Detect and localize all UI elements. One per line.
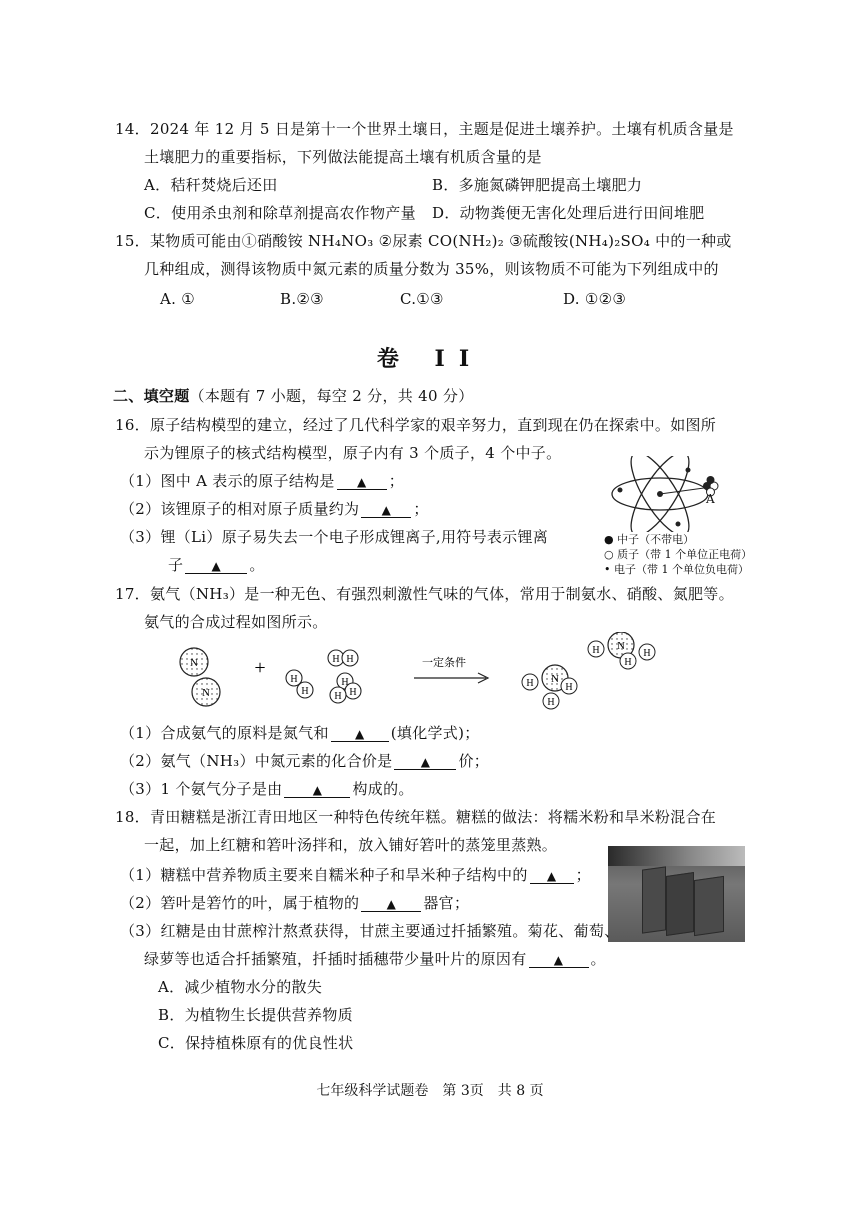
answer-blank[interactable]: ▲	[361, 503, 411, 518]
q15-stem-line2: 几种组成，测得该物质中氮元素的质量分数为 35%，则该物质不可能为下列组成中的	[144, 260, 719, 278]
q17-sub1-end: (填化学式)；	[390, 724, 480, 742]
q14-stem-line1: 14．2024 年 12 月 5 日是第十一个世界土壤日，主题是促进土壤养护。土壤有机质含量是	[115, 120, 734, 138]
q16-sub2-end: ；	[413, 500, 429, 518]
q18-sub3-line1: （3）红糖是由甘蔗榨汁熬煮获得，甘蔗主要通过扦插繁殖。菊花、葡萄、	[120, 922, 620, 940]
hydrogen-atom-label: H	[290, 674, 298, 685]
q16-sub1-text: （1）图中 A 表示的原子结构是	[120, 472, 335, 490]
reaction-condition-label: 一定条件	[422, 657, 466, 669]
hydrogen-atom-label: H	[301, 686, 309, 697]
q14-option-a: A．秸秆焚烧后还田	[144, 176, 278, 194]
q17-stem-line2: 氨气的合成过程如图所示。	[144, 613, 328, 631]
legend-proton: ○ 质子（带 1 个单位正电荷）	[604, 548, 753, 561]
lithium-atom-figure	[600, 456, 740, 532]
q16-sub3-line1: （3）锂（Li）原子易失去一个电子形成锂离子,用符号表示锂离	[120, 528, 549, 546]
q15-option-b: B.②③	[280, 290, 324, 308]
ammonia-molecule	[522, 665, 577, 709]
section-heading-label: 二、填空题	[113, 387, 190, 405]
nitrogen-atom-label: N	[617, 640, 625, 652]
answer-blank[interactable]: ▲	[337, 475, 387, 490]
q18-sub3-text: 绿萝等也适合扦插繁殖，扦插时插穗带少量叶片的原因有	[144, 950, 527, 968]
q18-sub1-text: （1）糖糕中营养物质主要来自糯米种子和旱米种子结构中的	[120, 866, 528, 884]
sugar-cake-photo	[608, 846, 745, 942]
section-heading-note: （本题有 7 小题，每空 2 分，共 40 分）	[189, 387, 474, 405]
q18-sub1-end: ；	[575, 866, 591, 884]
answer-blank[interactable]: ▲	[529, 953, 589, 968]
q14-option-d: D．动物粪便无害化处理后进行田间堆肥	[432, 204, 705, 222]
hydrogen-atom-label: H	[526, 678, 534, 689]
q17-sub2-end: 价；	[458, 752, 490, 770]
q16-sub2-text: （2）该锂原子的相对原子质量约为	[120, 500, 360, 518]
q14-option-c: C．使用杀虫剂和除草剂提高农作物产量	[144, 204, 416, 222]
q16-sub1-end: ；	[388, 472, 405, 490]
hydrogen-atom-label: H	[624, 657, 632, 668]
q17-sub3-text: （3）1 个氨气分子是由	[120, 780, 283, 798]
legend-neutron: ● 中子（不带电）	[604, 533, 695, 546]
q15-stem-line1: 15．某物质可能由①硝酸铵 NH₄NO₃ ②尿素 CO(NH₂)₂ ③硫酸铵(NH₄)₂SO₄ 中的一种或	[115, 232, 732, 250]
q15-option-a: A. ①	[160, 290, 196, 308]
q18-option-c: C．保持植株原有的优良性状	[158, 1034, 354, 1052]
plus-sign: +	[254, 657, 266, 679]
ammonia-synthesis-diagram	[170, 632, 690, 714]
q18-sub2-text: （2）箬叶是箬竹的叶，属于植物的	[120, 894, 360, 912]
q18-sub3-end: 。	[590, 950, 606, 968]
answer-blank[interactable]: ▲	[331, 727, 389, 742]
q18-sub2-end: 器官；	[423, 894, 470, 912]
hydrogen-atom-label: H	[341, 677, 349, 688]
nitrogen-molecule	[180, 648, 220, 706]
q16-sub3-text: 子	[168, 556, 184, 574]
ammonia-molecule	[588, 632, 655, 669]
q17-sub1	[120, 722, 480, 744]
legend-electron: • 电子（带 1 个单位负电荷）	[604, 563, 749, 576]
hydrogen-atom-label: H	[592, 645, 600, 656]
answer-blank[interactable]: ▲	[530, 869, 574, 884]
hydrogen-atom-label: H	[349, 687, 357, 698]
hydrogen-atom-label: H	[547, 697, 555, 708]
q14-stem-line2: 土壤肥力的重要指标，下列做法能提高土壤有机质含量的是	[144, 148, 542, 166]
q16-sub1	[120, 470, 404, 492]
page-footer: 七年级科学试题卷 第 3页 共 8 页	[316, 1083, 544, 1099]
hydrogen-atom-label: H	[334, 691, 342, 702]
q18-sub2	[120, 892, 469, 914]
nitrogen-atom-label: N	[202, 687, 210, 699]
answer-blank[interactable]: ▲	[394, 755, 456, 770]
q17-stem-line1: 17．氨气（NH₃）是一种无色、有强烈刺激性气味的气体，常用于制氨水、硝酸、氮肥等。	[115, 585, 734, 603]
figure-label-a: A	[706, 492, 715, 506]
q18-sub1	[120, 864, 591, 886]
hydrogen-atom-label: H	[346, 654, 354, 665]
hydrogen-atom-label: H	[565, 682, 573, 693]
q17-sub2-text: （2）氨气（NH₃）中氮元素的化合价是	[120, 752, 393, 770]
nitrogen-atom-label: N	[551, 673, 559, 685]
answer-blank[interactable]: ▲	[284, 783, 350, 798]
q16-sub2	[120, 498, 429, 520]
hydrogen-atom-label: H	[332, 654, 340, 665]
q17-sub2	[120, 750, 489, 772]
nitrogen-atom-label: N	[190, 657, 198, 669]
q16-stem-line2: 示为锂原子的核式结构模型，原子内有 3 个质子，4 个中子。	[144, 444, 562, 462]
q18-sub3-line2	[144, 948, 606, 970]
q16-sub3-end: 。	[249, 556, 265, 574]
q18-option-a: A．减少植物水分的散失	[158, 978, 323, 996]
q16-sub3-line2	[168, 554, 265, 576]
q18-stem-line2: 一起，加上红糖和箬叶汤拌和，放入铺好箬叶的蒸笼里蒸熟。	[144, 836, 558, 854]
answer-blank[interactable]: ▲	[185, 559, 247, 574]
hydrogen-atom-label: H	[643, 648, 651, 659]
q18-option-b: B．为植物生长提供营养物质	[158, 1006, 353, 1024]
q18-stem-line1: 18．青田糖糕是浙江青田地区一种特色传统年糕。糖糕的做法：将糯米粉和旱米粉混合在	[115, 808, 717, 826]
q17-sub3-end: 构成的。	[352, 780, 414, 798]
q15-option-d: D. ①②③	[563, 290, 627, 308]
q15-option-c: C.①③	[400, 290, 444, 308]
q17-sub3	[120, 778, 414, 800]
q14-option-b: B．多施氮磷钾肥提高土壤肥力	[432, 176, 643, 194]
part-title: 卷 II	[376, 346, 484, 372]
section-heading	[113, 385, 474, 407]
answer-blank[interactable]: ▲	[361, 897, 421, 912]
q17-sub1-text: （1）合成氨气的原料是氮气和	[120, 724, 329, 742]
q16-stem-line1: 16．原子结构模型的建立，经过了几代科学家的艰辛努力，直到现在仍在探索中。如图所	[115, 416, 717, 434]
